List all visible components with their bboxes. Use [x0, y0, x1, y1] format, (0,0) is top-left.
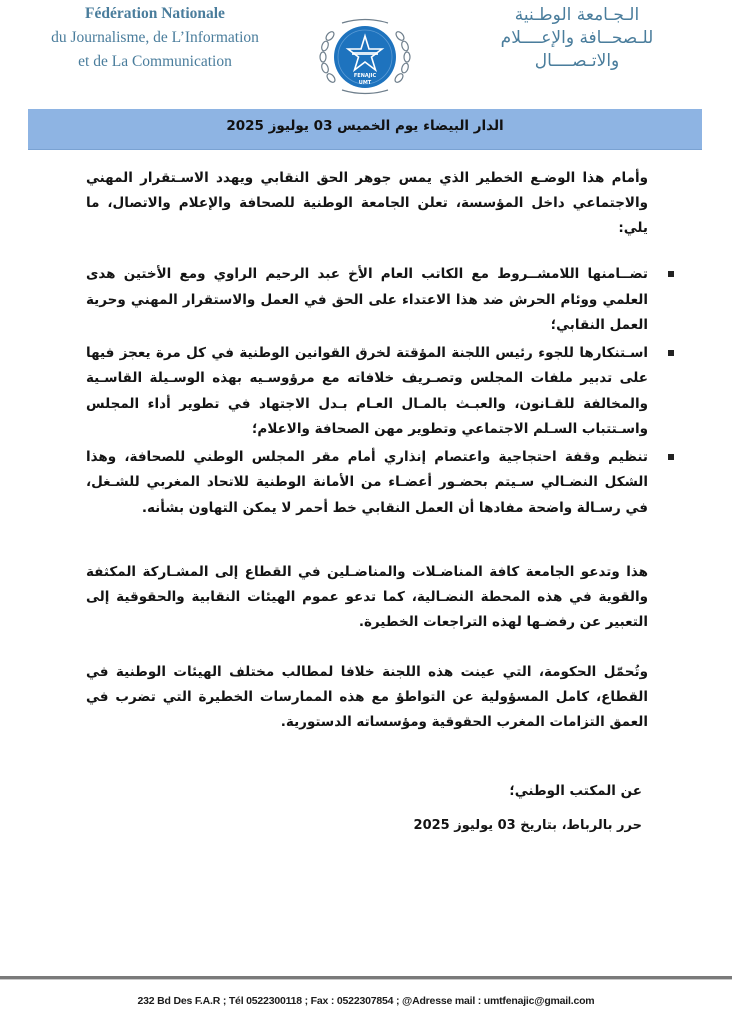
org-name-arabic	[452, 4, 702, 73]
org-name-ar-line3: والاتـصــــال	[534, 51, 620, 71]
org-name-fr-line1: Fédération Nationale	[85, 5, 225, 22]
place-date-line: حرر بالرباط، بتاريخ 03 يوليوز 2025	[413, 818, 642, 833]
call-paragraph: هذا وتدعو الجامعة كافة المناضـلات والمناضـلين في القطاع إلى المشـاركة المكثفة والقوية في هذه المحطة النضـالية، كما تدعو عموم الهيئات النقابية والحقوقية إلى التعبير عن رفضـها لهذه التراجعات الخطيرة.	[86, 564, 648, 630]
square-bullet-icon	[668, 454, 674, 460]
date-banner	[28, 109, 702, 150]
date-banner-text: الدار البيضاء يوم الخميس 03 يوليوز 2025	[226, 118, 504, 134]
fenajic-logo-icon	[312, 14, 418, 98]
signature-line: عن المكتب الوطني؛	[509, 783, 642, 799]
resolutions-list	[86, 262, 648, 521]
letterhead	[0, 0, 732, 108]
org-name-fr-line3: et de La Communication	[78, 53, 232, 70]
list-item	[86, 262, 648, 339]
list-item-text: تنظيم وقفة احتجاجية واعتصام إنذاري أمام مقر المجلس الوطني للصحافة، وهذا الشكل النضـالي سـيتم بحضـور أعضـاء من الأمانة الوطنية للاتحاد المغربي للشـغل، في رسـالة واضحة مفادها أن العمل النقابي خط أحمر لا يمكن التهاون بشأنه.	[86, 448, 648, 516]
org-name-french	[20, 2, 290, 74]
square-bullet-icon	[668, 350, 674, 356]
org-name-ar-line2: للـصحــافة والإعــــلام	[500, 28, 654, 48]
government-paragraph: وتُحمّل الحكومة، التي عينت هذه اللجنة خلافا لمطالب مختلف الهيئات الوطنية في القطاع، كامل المسؤولية عن التواطؤ مع هذه الممارسات الخطيرة التي تضرب في العمق التزامات المغرب الحقوقية ومؤسساته الدستورية.	[86, 664, 648, 730]
square-bullet-icon	[668, 271, 674, 277]
list-item-text: اسـتنكارها للجوء رئيس اللجنة المؤقتة لخرق القوانين الوطنية في كل مرة يعجز فيها على تدبير ملفات المجلس وتصـريف خلافاته مع مرؤوسـيه بهذه الوسـيلة القاسـية والمخالفة للقـانون، والعبـث بالمـال العـام بـدل الاجتهاد في تطوير أداء المجلس واسـتتباب السـلم الاجتماعي وتطوير مهن الصحافة والاعلام؛	[86, 344, 648, 437]
footer-contact: 232 Bd Des F.A.R ; Tél 0522300118 ; Fax : 0522307854 ; @Adresse mail : umtfenajic@gmail.com	[137, 995, 595, 1007]
intro-paragraph: وأمام هذا الوضـع الخطير الذي يمس جوهر الحق النقابي ويهدد الاسـتقرار المهني والاجتماعي داخل المؤسسة، تعلن الجامعة الوطنية للصحافة والإعلام والاتصال، ما يلي:	[86, 170, 648, 236]
org-name-fr-line2: du Journalisme, de L’Information	[51, 29, 259, 46]
list-item-text: تضــامنها اللامشــروط مع الكاتب العام الأخ عبد الرحيم الراوي ومع الأختين هدى العلمي ووئام الحرش ضد هذا الاعتداء على الحق في العمل والاستقرار المهني وحرية العمل النقابي؛	[86, 266, 648, 333]
org-name-ar-line1: الـجـامعة الوطـنية	[514, 5, 640, 25]
logo-text-fenajic: FENAJIC	[353, 73, 377, 79]
footer-divider	[0, 976, 732, 980]
logo-text-umt: UMT	[358, 80, 372, 86]
list-item	[86, 341, 648, 443]
list-item	[86, 445, 648, 522]
